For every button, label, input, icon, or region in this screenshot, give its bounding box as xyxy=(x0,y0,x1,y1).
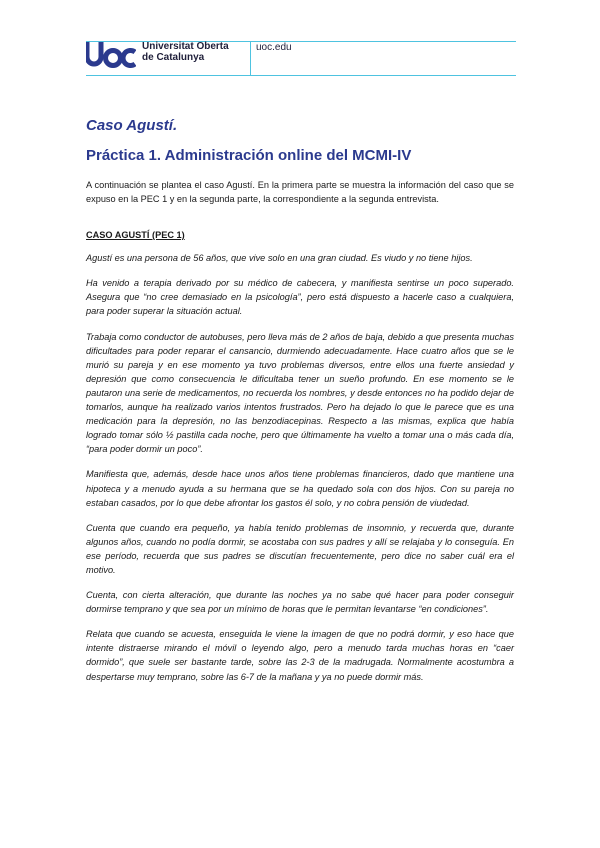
page-header xyxy=(86,37,516,77)
case-title: Caso Agustí. xyxy=(86,117,178,134)
university-line-2: de Catalunya xyxy=(142,52,205,63)
university-name xyxy=(142,41,229,63)
header-rule-bottom xyxy=(86,75,516,76)
header-separator xyxy=(250,41,251,75)
uoc-logo-icon xyxy=(86,37,136,71)
document-body xyxy=(86,178,514,695)
practice-title: Práctica 1. Administración online del MCMI-IV xyxy=(86,147,412,164)
site-link[interactable]: uoc.edu xyxy=(256,42,292,53)
section-heading: CASO AGUSTÍ (PEC 1) xyxy=(86,230,185,241)
body-paragraph: Relata que cuando se acuesta, enseguida le viene la imagen de que no podrá dormir, y eso hace que intente distraerse mirando el móvil o leyendo algo, pero a menudo tarda muchas horas en “caer dormido”, que suele ser bastante tarde, sobre las 2-3 de la madrugada. Normalmente acostumbra a despertarse muy temprano, sobre las 6-7 de la mañana y ya no puede dormir más. xyxy=(86,629,514,682)
intro-paragraph: A continuación se plantea el caso Agustí. En la primera parte se muestra la información del caso que se expuso en la PEC 1 y en la segunda parte, la correspondiente a la segunda entrevista. xyxy=(86,180,514,205)
body-paragraph: Manifiesta que, además, desde hace unos años tiene problemas financieros, dado que mantiene una hipoteca y a menudo ayuda a su hermana que se ha quedado sola con dos hijos. Con su pareja no estaban casados, por lo que debe afrontar los gastos él solo, y no cobra pensión de viudedad. xyxy=(86,469,514,508)
body-paragraph: Cuenta que cuando era pequeño, ya había tenido problemas de insomnio, y recuerda que, durante algunos años, cuando no podía dormir, se acostaba con sus padres y allí se relajaba y lo conseguía. En ese período, recuerda que sus padres se discutían frecuentemente, pero dice no saber cuál era el motivo. xyxy=(86,522,514,575)
body-paragraph: Trabaja como conductor de autobuses, pero lleva más de 2 años de baja, debido a que presenta muchas dificultades para poder reparar el cansancio, durmiendo adecuadamente. Hace cuatro años que se le murió su pareja y en ese momento ya tuvo problemas diversos, entre ellos una fuerte ansiedad y depresión que como consecuencia le dificultaba tener un sueño profundo. En ese momento se le pautaron una serie de medicamentos, no recuerda los nombres, y desde entonces no ha podido dejar de tomarlos, aunque ha realizado varios intentos frustrados. Pero ha dejado lo que le parece que es una medicación para la depresión, no las benzodiacepinas. Respecto a las mismas, explica que había logrado tomar sólo ½ pastilla cada noche, pero que últimamente ha vuelto a tomar una o más cada día, “para poder dormir un poco”. xyxy=(86,331,514,455)
body-paragraph: Cuenta, con cierta alteración, que durante las noches ya no sabe qué hacer para poder conseguir dormirse temprano y que sea por un mínimo de horas que le permitan levantarse “en condiciones”. xyxy=(86,590,514,615)
university-line-1: Universitat Oberta xyxy=(142,41,229,52)
body-paragraph: Ha venido a terapia derivado por su médico de cabecera, y manifiesta sentirse un poco superado. Asegura que “no cree demasiado en la psicología”, pero está dispuesto a hacerle caso a cualquiera, para poder superar la situación actual. xyxy=(86,278,514,317)
body-paragraph: Agustí es una persona de 56 años, que vive solo en una gran ciudad. Es viudo y no tiene hijos. xyxy=(86,253,473,264)
